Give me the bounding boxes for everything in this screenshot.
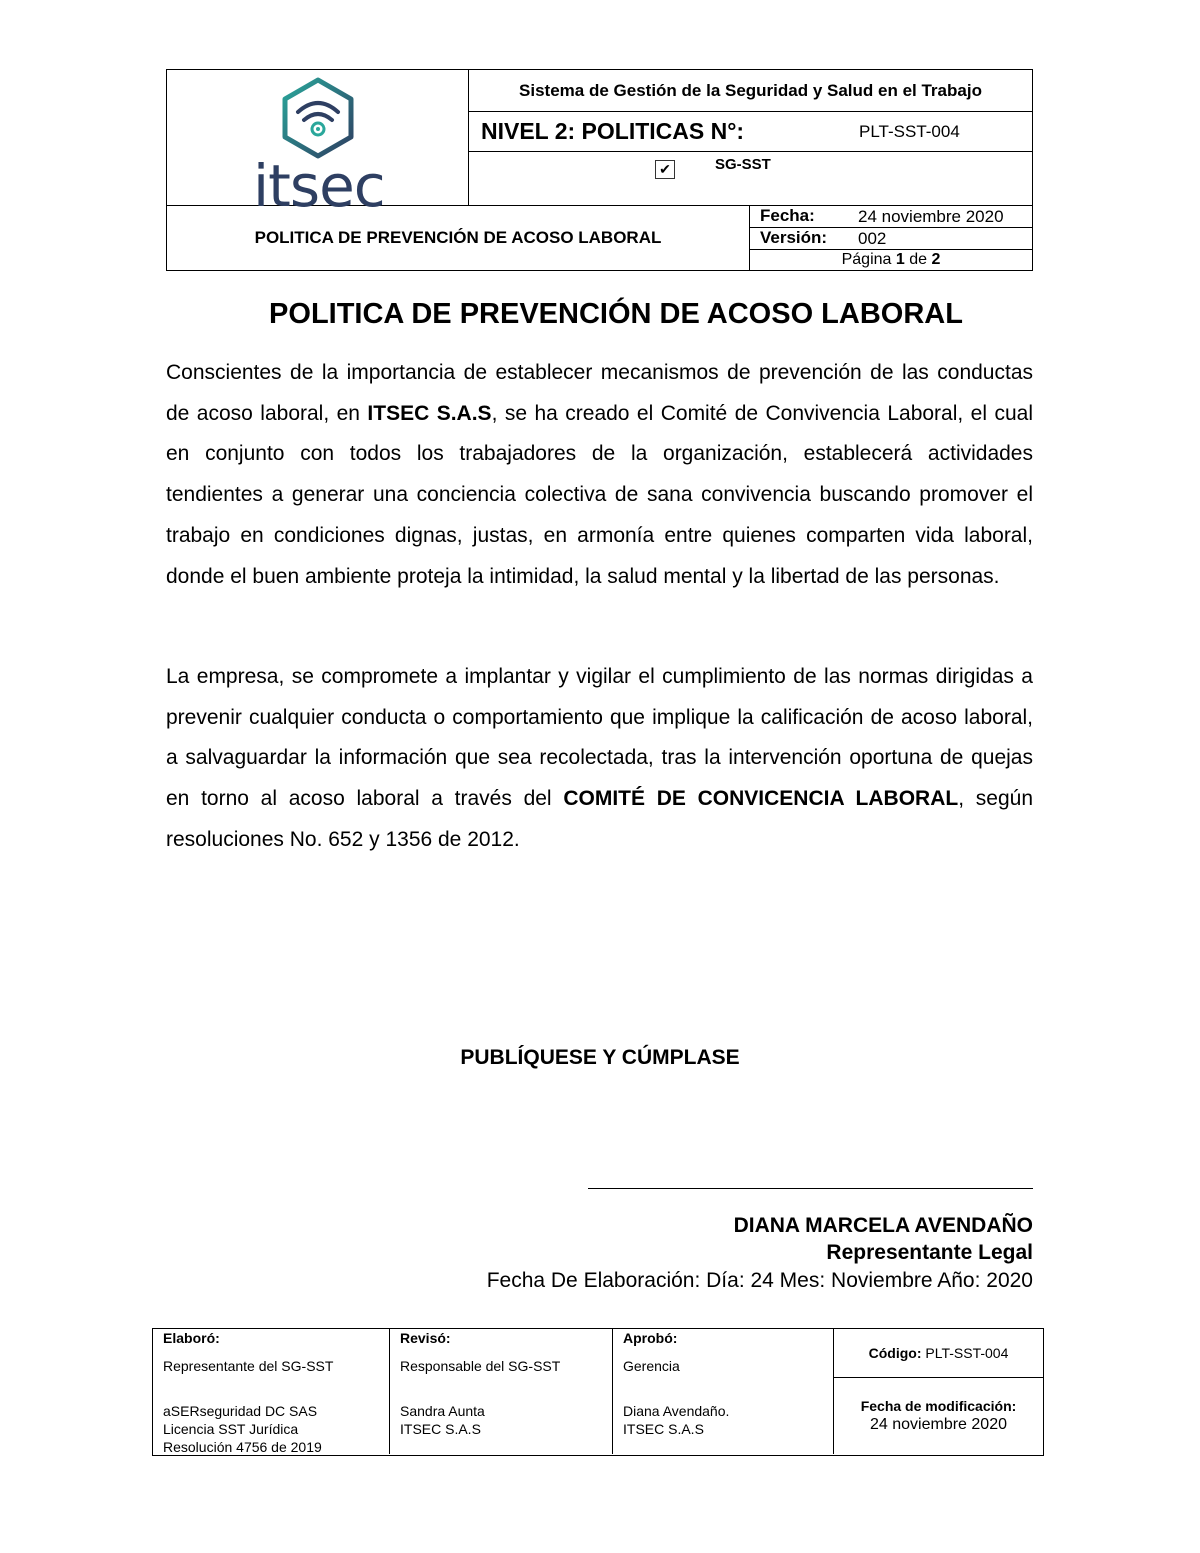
paragraph-1: [166, 353, 1033, 597]
signer-role: Representante Legal: [826, 1241, 1033, 1264]
approval-footer-table: [152, 1328, 1044, 1456]
aprobo-role: Gerencia: [623, 1358, 680, 1374]
document-header-table: [166, 69, 1033, 271]
p2-text-b: , según resoluciones No. 652 y 1356 de 2012.: [166, 787, 1033, 851]
sg-row: [469, 152, 1032, 206]
p2-text-a: La empresa, se compromete a implantar y vigilar el cumplimiento de las normas dirigidas a prevenir cualquier conducta o comportamiento que implique la calificación de acoso laboral, a salvaguardar la información que sea recolectada, tras la intervención oportuna de quejas en torno al acoso laboral a través del: [166, 665, 1033, 811]
system-title: Sistema de Gestión de la Seguridad y Salud en el Trabajo: [469, 70, 1032, 112]
version-value: 002: [858, 229, 887, 248]
page-mid: de: [904, 251, 932, 268]
elaboration-date: Fecha De Elaboración: Día: 24 Mes: Noviembre Año: 2020: [486, 1269, 1033, 1292]
fecha-value: 24 noviembre 2020: [858, 207, 1004, 226]
document-title: POLITICA DE PREVENCIÓN DE ACOSO LABORAL: [269, 298, 963, 330]
modification-cell: [834, 1378, 1043, 1454]
p2-committee: COMITÉ DE CONVICENCIA LABORAL: [563, 787, 959, 811]
elaboro-role: Representante del SG-SST: [163, 1358, 334, 1374]
page-current: 1: [895, 251, 905, 268]
reviso-label: Revisó:: [400, 1330, 451, 1346]
aprobo-column: [613, 1328, 834, 1454]
elaboro-names: [163, 1402, 322, 1456]
logo-cell: [167, 70, 469, 220]
fecha-row: [750, 206, 1032, 228]
reviso-name-1: Sandra Aunta: [400, 1403, 485, 1419]
publiquese-heading: PUBLÍQUESE Y CÚMPLASE: [460, 1046, 740, 1069]
aprobo-name-1: Diana Avendaño.: [623, 1403, 730, 1419]
fecha-label: Fecha:: [760, 206, 815, 225]
p1-text-a: Conscientes de la importancia de establecer mecanismos de prevención de las conductas de acoso laboral, en: [166, 361, 1033, 425]
aprobo-names: [623, 1402, 729, 1438]
codigo-value: PLT-SST-004: [925, 1345, 1009, 1361]
elaboro-name-1: aSERseguridad DC SAS: [163, 1403, 318, 1419]
codigo-cell: [834, 1328, 1043, 1378]
reviso-role: Responsable del SG-SST: [400, 1358, 561, 1374]
elaboro-column: [153, 1328, 390, 1454]
check-icon: ✔: [655, 160, 675, 179]
reviso-column: [390, 1328, 613, 1454]
page-total: 2: [931, 251, 941, 268]
p1-company: ITSEC S.A.S: [367, 401, 492, 425]
nivel-row: [469, 112, 1032, 152]
modification-label: Fecha de modificación:: [860, 1398, 1017, 1414]
version-label: Versión:: [760, 228, 828, 247]
page-number: [750, 250, 1032, 270]
reviso-name-2: ITSEC S.A.S: [400, 1421, 481, 1437]
codigo-label: Código:: [868, 1345, 922, 1361]
policy-title-cell: POLITICA DE PREVENCIÓN DE ACOSO LABORAL: [167, 206, 750, 270]
sg-label: SG-SST: [715, 156, 771, 173]
aprobo-name-2: ITSEC S.A.S: [623, 1421, 704, 1437]
nivel-label: NIVEL 2: POLITICAS N°:: [481, 118, 745, 144]
nivel-value: PLT-SST-004: [859, 122, 960, 141]
paragraph-2: [166, 657, 1033, 861]
reviso-names: [400, 1402, 485, 1438]
elaboro-label: Elaboró:: [163, 1330, 220, 1346]
p1-text-b: , se ha creado el Comité de Convivencia Laboral, el cual en conjunto con todos los trabajadores de la organización, establecerá actividades tendientes a generar una conciencia colectiva de sana convivencia buscando promover el trabajo en condiciones dignas, justas, en armonía entre quienes comparten vida laboral, donde el buen ambiente proteja la intimidad, la salud mental y la libertad de las personas.: [166, 401, 1033, 588]
page-prefix: Página: [841, 251, 896, 268]
elaboro-name-3: Resolución 4756 de 2019: [163, 1439, 322, 1455]
elaboro-name-2: Licencia SST Jurídica: [163, 1421, 299, 1437]
signature-line: [588, 1188, 1033, 1189]
signer-name: DIANA MARCELA AVENDAÑO: [733, 1214, 1033, 1237]
modification-value: 24 noviembre 2020: [870, 1416, 1007, 1433]
logo-text: itsec: [253, 152, 385, 220]
version-row: [750, 228, 1032, 250]
aprobo-label: Aprobó:: [623, 1330, 678, 1346]
